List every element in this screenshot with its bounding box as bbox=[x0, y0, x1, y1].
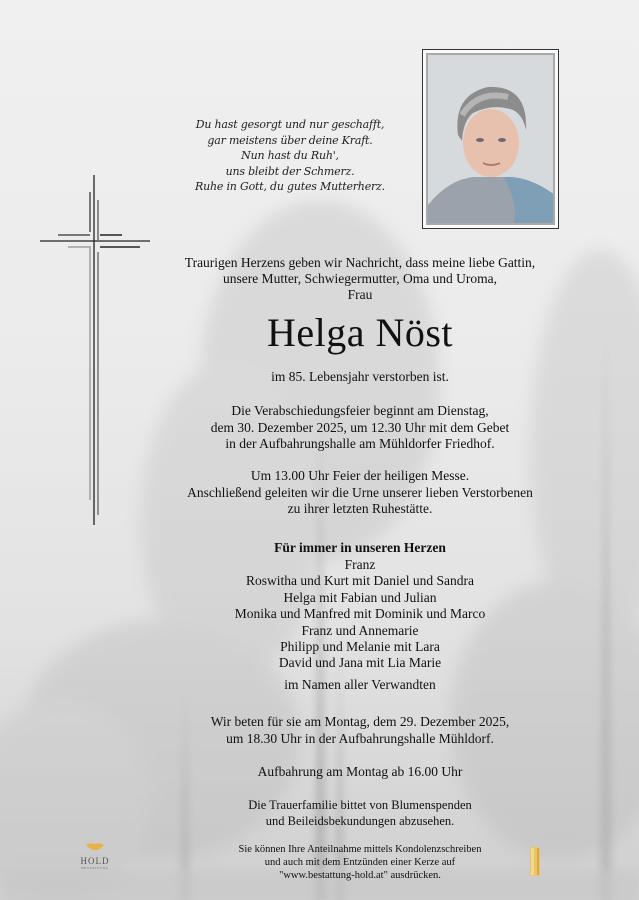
funeral-home-logo bbox=[75, 838, 115, 871]
ceremony-details bbox=[160, 403, 560, 453]
viewing-details: Aufbahrung am Montag ab 16.00 Uhr bbox=[257, 764, 463, 779]
mass-details bbox=[160, 468, 560, 518]
mass-line: zu ihrer letzten Ruhestätte. bbox=[287, 501, 433, 516]
portrait-image bbox=[426, 53, 555, 225]
intro-line: Frau bbox=[347, 287, 373, 302]
family-member: Helga mit Fabian und Julian bbox=[283, 589, 437, 605]
flowers-line: Die Trauerfamilie bittet von Blumenspenden bbox=[248, 798, 472, 812]
poem-line: gar meistens über deine Kraft. bbox=[207, 133, 373, 147]
candle-icon[interactable] bbox=[528, 838, 542, 878]
flowers-line: und Beileidsbekundungen abzusehen. bbox=[265, 814, 455, 828]
condolence-line: und auch mit dem Entzünden einer Kerze auf bbox=[264, 857, 456, 868]
age-line: im 85. Lebensjahr verstorben ist. bbox=[271, 369, 449, 384]
intro-line: unsere Mutter, Schwiegermutter, Oma und Uroma, bbox=[222, 271, 498, 286]
relatives-line: im Namen aller Verwandten bbox=[284, 677, 436, 692]
flowers-request bbox=[160, 797, 560, 829]
family-member: Franz bbox=[344, 557, 376, 572]
condolence-info bbox=[160, 843, 560, 882]
prayer-line: um 18.30 Uhr in der Aufbahrungshalle Mühldorf. bbox=[226, 730, 494, 746]
prayer-line: Wir beten für sie am Montag, dem 29. Dezember 2025, bbox=[210, 714, 510, 729]
poem-line: Du hast gesorgt und nur geschafft, bbox=[195, 118, 385, 131]
mass-line: Anschließend geleiten wir die Urne unserer lieben Verstorbenen bbox=[187, 484, 533, 500]
family-member: Philipp und Melanie mit Lara bbox=[280, 639, 440, 655]
ceremony-line: in der Aufbahrungshalle am Mühldorfer Friedhof. bbox=[225, 436, 495, 451]
family-member: Monika und Manfred mit Dominik und Marco bbox=[234, 606, 486, 622]
poem-line: uns bleibt der Schmerz. bbox=[225, 164, 355, 178]
poem-line: Nun hast du Ruh', bbox=[241, 149, 339, 162]
memorial-poem bbox=[170, 117, 410, 195]
condolence-line[interactable]: "www.bestattung-hold.at" ausdrücken. bbox=[279, 870, 441, 881]
prayer-details bbox=[160, 714, 560, 747]
portrait-illustration bbox=[428, 55, 555, 225]
family-member: David und Jana mit Lia Marie bbox=[278, 655, 442, 671]
deceased-name: Helga Nöst bbox=[266, 310, 454, 355]
family-member: Franz und Annemarie bbox=[301, 622, 419, 638]
family-members bbox=[160, 557, 560, 672]
logo-name: HOLD bbox=[80, 856, 110, 866]
ceremony-line: dem 30. Dezember 2025, um 12.30 Uhr mit dem Gebet bbox=[210, 419, 510, 435]
condolence-line: Sie können Ihre Anteilnahme mittels Kondolenzschreiben bbox=[238, 844, 482, 855]
cross-icon bbox=[38, 170, 152, 530]
family-member: Roswitha und Kurt mit Daniel und Sandra bbox=[246, 573, 474, 589]
announcement-intro bbox=[160, 255, 560, 303]
mass-line: Um 13.00 Uhr Feier der heiligen Messe. bbox=[250, 468, 470, 483]
poem-line: Ruhe in Gott, du gutes Mutterherz. bbox=[195, 180, 385, 193]
ceremony-line: Die Verabschiedungsfeier beginnt am Dienstag, bbox=[231, 403, 489, 418]
logo-subtitle: BESTATTUNG bbox=[81, 866, 109, 870]
portrait-photo bbox=[422, 49, 559, 229]
intro-line: Traurigen Herzens geben wir Nachricht, dass meine liebe Gattin, bbox=[184, 255, 536, 270]
family-heading: Für immer in unseren Herzen bbox=[274, 540, 446, 555]
logo-flame-icon bbox=[85, 841, 105, 851]
